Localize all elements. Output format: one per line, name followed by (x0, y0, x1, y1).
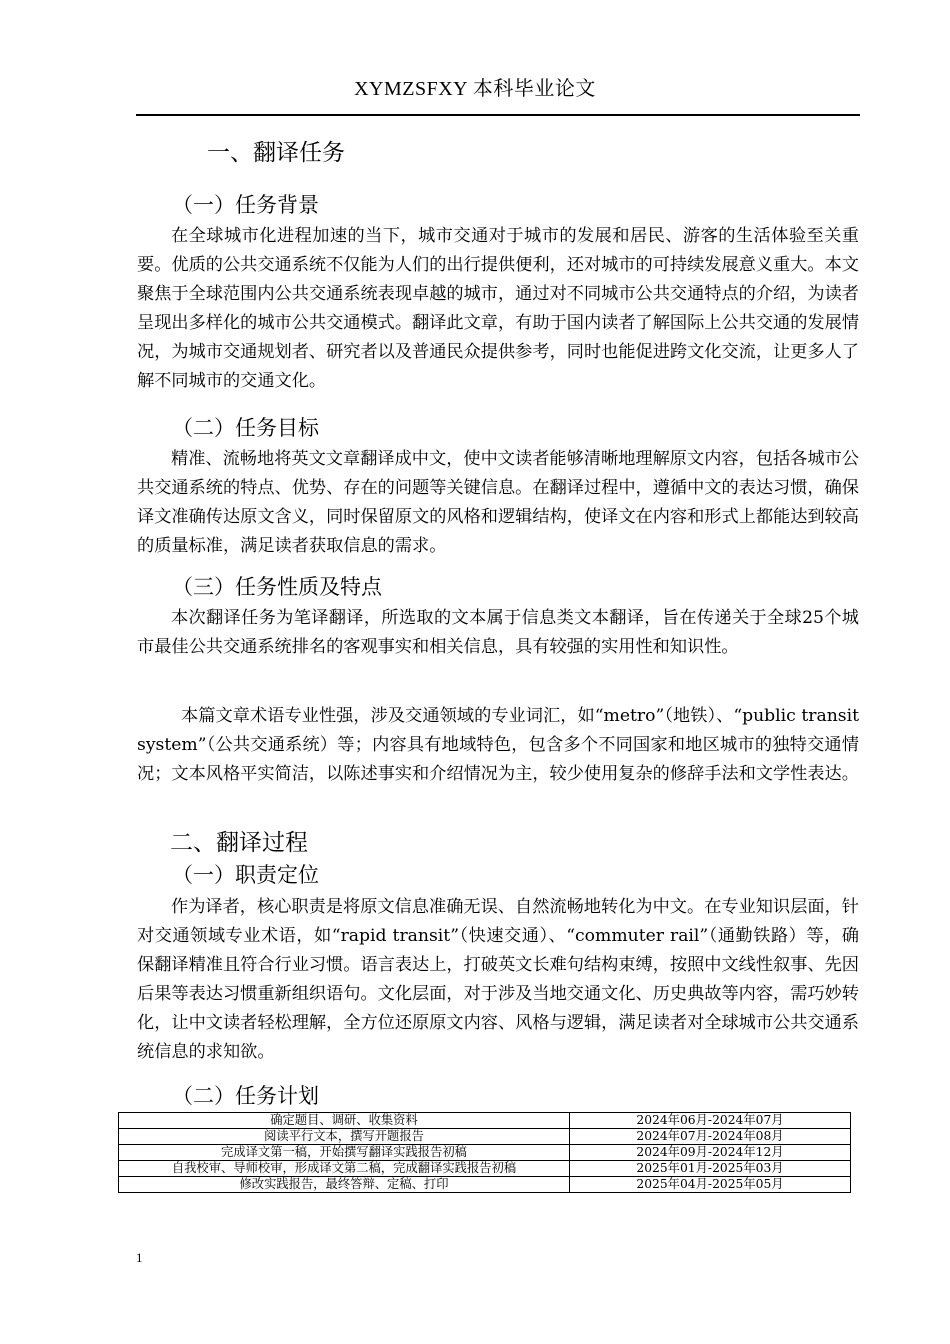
period-cell: 2025年01月-2025年03月 (570, 1161, 851, 1177)
subsection-1-1-heading: （一）任务背景 (172, 193, 319, 217)
page-number: 1 (136, 1250, 143, 1265)
subsection-2-1-heading: （一）职责定位 (172, 863, 319, 887)
period-cell: 2024年07月-2024年08月 (570, 1129, 851, 1145)
header-divider (136, 114, 860, 116)
section-1-heading: 一、翻译任务 (207, 140, 345, 166)
table-row (119, 1113, 851, 1129)
task-cell: 确定题目、调研、收集资料 (119, 1113, 570, 1129)
subsection-1-1-paragraph: 在全球城市化进程加速的当下，城市交通对于城市的发展和居民、游客的生活体验至关重要。优质的公共交通系统不仅能为人们的出行提供便利，还对城市的可持续发展意义重大。本文聚焦于全球范围内公共交通系统表现卓越的城市，通过对不同城市公共交通特点的介绍，为读者呈现出多样化的城市公共交通模式。翻译此文章，有助于国内读者了解国际上公共交通的发展情况，为城市交通规划者、研究者以及普通民众提供参考，同时也能促进跨文化交流，让更多人了解不同城市的交通文化。 (137, 226, 859, 391)
period-cell: 2024年09月-2024年12月 (570, 1145, 851, 1161)
table-row (119, 1129, 851, 1145)
subsection-1-2-paragraph: 精准、流畅地将英文文章翻译成中文，使中文读者能够清晰地理解原文内容，包括各城市公共交通系统的特点、优势、存在的问题等关键信息。在翻译过程中，遵循中文的表达习惯，确保译文准确传达原文含义，同时保留原文的风格和逻辑结构，使译文在内容和形式上都能达到较高的质量标准，满足读者获取信息的需求。 (137, 449, 859, 556)
subsection-1-3-paragraph-2: 本篇文章术语专业性强，涉及交通领域的专业词汇，如“metro”（地铁）、“public transit system”（公共交通系统）等；内容具有地域特色，包含多个不同国家和地区城市的独特交通情况；文本风格平实简洁，以陈述事实和介绍情况为主，较少使用复杂的修辞手法和文学性表达。 (137, 706, 859, 784)
period-cell: 2025年04月-2025年05月 (570, 1177, 851, 1193)
section-2-heading: 二、翻译过程 (170, 830, 308, 856)
running-header-title: XYMZSFXY 本科毕业论文 (354, 78, 596, 100)
subsection-2-1-paragraph: 作为译者，核心职责是将原文信息准确无误、自然流畅地转化为中文。在专业知识层面，针对交通领域专业术语，如“rapid transit”（快速交通）、“commuter rail”（通勤铁路）等，确保翻译精准且符合行业习惯。语言表达上，打破英文长难句结构束缚，按照中文线性叙事、先因后果等表达习惯重新组织语句。文化层面，对于涉及当地交通文化、历史典故等内容，需巧妙转化，让中文读者轻松理解，全方位还原原文内容、风格与逻辑，满足读者对全球城市公共交通系统信息的求知欲。 (137, 897, 859, 1062)
task-cell: 完成译文第一稿，开始撰写翻译实践报告初稿 (119, 1145, 570, 1161)
subsection-1-3-heading: （三）任务性质及特点 (172, 575, 382, 599)
subsection-1-3-paragraph-1: 本次翻译任务为笔译翻译，所选取的文本属于信息类文本翻译，旨在传递关于全球25个城市最佳公共交通系统排名的客观事实和相关信息，具有较强的实用性和知识性。 (137, 608, 859, 657)
period-cell: 2024年06月-2024年07月 (570, 1113, 851, 1129)
task-cell: 修改实践报告，最终答辩、定稿、打印 (119, 1177, 570, 1193)
task-plan-table (118, 1112, 851, 1193)
table-row (119, 1177, 851, 1193)
table-row (119, 1161, 851, 1177)
subsection-2-2-heading: （二）任务计划 (172, 1084, 319, 1108)
task-cell: 阅读平行文本，撰写开题报告 (119, 1129, 570, 1145)
task-cell: 自我校审、导师校审，形成译文第二稿，完成翻译实践报告初稿 (119, 1161, 570, 1177)
subsection-1-2-heading: （二）任务目标 (172, 416, 319, 440)
table-row (119, 1145, 851, 1161)
